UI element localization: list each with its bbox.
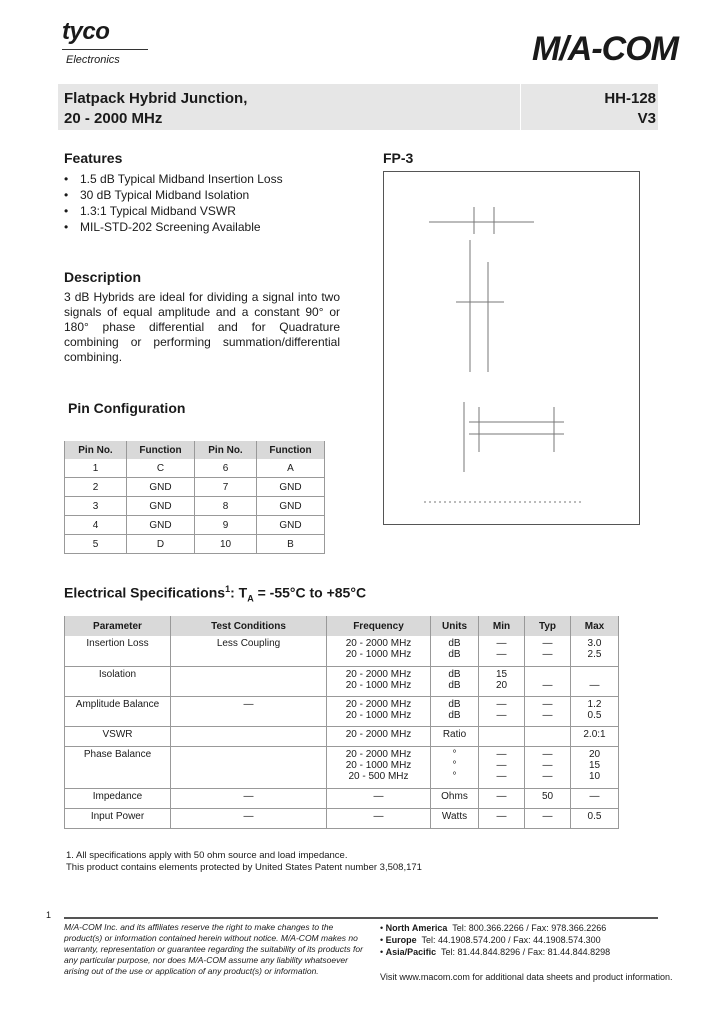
table-cell: [571, 636, 619, 666]
spec-notes: [66, 850, 422, 874]
cell-line: dB: [448, 679, 461, 691]
table-cell: —: [571, 788, 619, 808]
table-cell: GND: [257, 497, 325, 516]
features-heading: Features: [64, 150, 123, 166]
column-header: Max: [571, 616, 619, 636]
features-list: [64, 171, 283, 235]
cell-line: —: [496, 638, 507, 649]
contact-line: • Asia/Pacific Tel: 81.44.844.8296 / Fax: 81.44.844.8298: [380, 947, 611, 957]
cell-line: —: [542, 759, 553, 771]
footer-contacts: [380, 922, 610, 958]
cell-line: —: [589, 679, 600, 691]
cell-line: —: [542, 679, 553, 691]
cell-line: 0.5: [587, 709, 602, 721]
footnote-marker: 1: [225, 584, 231, 594]
table-cell: [479, 696, 525, 726]
heading-sub: A: [247, 593, 254, 604]
contact-info: Tel: 800.366.2266 / Fax: 978.366.2266: [452, 923, 607, 933]
table-cell: 20 - 2000 MHz: [327, 726, 431, 746]
table-cell: 10: [195, 535, 257, 554]
table-cell: GND: [257, 478, 325, 497]
table-cell: [327, 636, 431, 666]
table-row: [65, 636, 619, 666]
cell-line: 15: [495, 668, 508, 680]
heading-ta: : T: [230, 584, 248, 601]
footer-visit: Visit www.macom.com for additional data sheets and product information.: [380, 972, 673, 982]
spec-table-header: [65, 616, 619, 636]
table-cell: Amplitude Balance: [65, 696, 171, 726]
table-cell: [431, 746, 479, 788]
pin-config-table-wrap: [64, 441, 325, 554]
table-cell: [571, 746, 619, 788]
cell-line: —: [542, 698, 553, 710]
cell-line: 20 - 1000 MHz: [345, 649, 412, 660]
column-header: Frequency: [327, 616, 431, 636]
cell-line: 20 - 2000 MHz: [345, 638, 412, 649]
table-cell: D: [127, 535, 195, 554]
table-cell: [525, 666, 571, 696]
cell-line: 20 - 1000 MHz: [345, 679, 412, 691]
table-cell: [431, 636, 479, 666]
column-header: Typ: [525, 616, 571, 636]
electrical-spec-table: [64, 616, 619, 829]
cell-line: 20 - 1000 MHz: [345, 709, 412, 721]
cell-line: °: [452, 748, 457, 760]
table-cell: [479, 746, 525, 788]
table-cell: —: [327, 788, 431, 808]
product-title: Flatpack Hybrid Junction,: [64, 90, 248, 107]
feature-item: • MIL-STD-202 Screening Available: [64, 219, 283, 235]
column-header: Function: [257, 441, 325, 459]
cell-line: 20: [588, 748, 601, 760]
table-cell: Input Power: [65, 808, 171, 828]
cell-line: —: [496, 709, 507, 721]
table-cell: —: [171, 808, 327, 828]
table-row: [65, 478, 325, 497]
table-cell: [479, 666, 525, 696]
cell-line: °: [452, 770, 457, 782]
package-outline-drawing: [383, 171, 640, 525]
title-divider: [520, 84, 521, 130]
table-cell: 9: [195, 516, 257, 535]
table-cell: C: [127, 459, 195, 478]
table-cell: Less Coupling: [171, 636, 327, 666]
cell-line: 20: [495, 679, 508, 691]
pin-config-heading: Pin Configuration: [68, 400, 186, 416]
column-header: Pin No.: [65, 441, 127, 459]
cell-line: 3.0: [587, 638, 602, 649]
cell-line: 20 - 2000 MHz: [345, 698, 412, 710]
contact-info: Tel: 81.44.844.8296 / Fax: 81.44.844.8298: [441, 947, 611, 957]
cell-line: 20 - 1000 MHz: [345, 759, 412, 771]
column-header: Pin No.: [195, 441, 257, 459]
table-row: [65, 459, 325, 478]
table-cell: GND: [257, 516, 325, 535]
outline-drawing-svg: [384, 172, 639, 524]
table-cell: 50: [525, 788, 571, 808]
table-cell: —: [327, 808, 431, 828]
table-row: [65, 726, 619, 746]
table-cell: 8: [195, 497, 257, 516]
table-cell: [327, 666, 431, 696]
table-cell: [171, 666, 327, 696]
cell-line: 20 - 500 MHz: [348, 770, 409, 782]
column-header: Parameter: [65, 616, 171, 636]
table-cell: VSWR: [65, 726, 171, 746]
product-frequency: 20 - 2000 MHz: [64, 110, 163, 127]
table-cell: 2.0:1: [571, 726, 619, 746]
cell-line: dB: [448, 668, 461, 680]
table-row: [65, 516, 325, 535]
pin-config-table: [64, 441, 325, 554]
table-cell: [571, 696, 619, 726]
table-cell: 5: [65, 535, 127, 554]
table-cell: Ohms: [431, 788, 479, 808]
column-header: Function: [127, 441, 195, 459]
cell-line: 20 - 2000 MHz: [345, 668, 412, 680]
table-cell: GND: [127, 516, 195, 535]
cell-line: 2.5: [587, 649, 602, 660]
table-row: [65, 497, 325, 516]
pin-table-header: [65, 441, 325, 459]
table-cell: [525, 636, 571, 666]
table-cell: 4: [65, 516, 127, 535]
table-cell: —: [479, 788, 525, 808]
heading-range: = -55°C to +85°C: [253, 584, 367, 601]
feature-item: • 1.5 dB Typical Midband Insertion Loss: [64, 171, 283, 187]
electrical-spec-table-wrap: [64, 616, 619, 829]
contact-region: North America: [385, 923, 448, 933]
description-text: 3 dB Hybrids are ideal for dividing a signal into two signals of equal amplitude and a constant 90° or 180° phase differential and for Quadrature combining or performing summation/differential combining.: [64, 290, 340, 364]
table-cell: —: [171, 788, 327, 808]
table-cell: [171, 746, 327, 788]
table-row: [65, 808, 619, 828]
table-cell: —: [525, 808, 571, 828]
package-heading: FP-3: [383, 150, 414, 166]
table-row: [65, 746, 619, 788]
table-cell: —: [171, 696, 327, 726]
table-cell: Ratio: [431, 726, 479, 746]
cell-line: dB: [448, 638, 461, 649]
footer-disclaimer: M/A-COM Inc. and its affiliates reserve the right to make changes to the product(s) or information contained herein without notice. M/A-COM makes no warranty, representation or guarantee regarding the suitability of its products for any particular purpose, nor does M/A-COM assume any liability whatsoever arising out of the use or application of any product(s) or information.: [64, 922, 363, 976]
column-header: Min: [479, 616, 525, 636]
table-cell: 6: [195, 459, 257, 478]
table-cell: Insertion Loss: [65, 636, 171, 666]
table-cell: Impedance: [65, 788, 171, 808]
table-cell: [431, 666, 479, 696]
cell-line: [525, 669, 570, 680]
electrical-spec-heading: [64, 584, 366, 603]
contact-region: Europe: [385, 935, 417, 945]
cell-line: —: [496, 770, 507, 782]
cell-line: 1.2: [587, 698, 602, 710]
macom-logo: M/A-COM: [532, 30, 678, 68]
table-row: [65, 696, 619, 726]
table-cell: [571, 666, 619, 696]
part-number: HH-128: [604, 90, 656, 107]
heading-text: Electrical Specifications: [64, 584, 226, 601]
note-line: This product contains elements protected by United States Patent number 3,508,171: [66, 862, 422, 873]
table-cell: Isolation: [65, 666, 171, 696]
tyco-logo-subtitle: Electronics: [66, 54, 120, 66]
table-cell: —: [479, 808, 525, 828]
table-cell: 3: [65, 497, 127, 516]
cell-line: —: [542, 649, 553, 660]
cell-line: —: [496, 748, 507, 760]
cell-line: —: [542, 748, 553, 760]
table-cell: 0.5: [571, 808, 619, 828]
tyco-logo-rule: [62, 49, 148, 50]
note-line: 1. All specifications apply with 50 ohm source and load impedance.: [66, 850, 348, 861]
cell-line: —: [496, 649, 507, 660]
table-cell: [171, 726, 327, 746]
cell-line: —: [542, 638, 553, 649]
table-cell: 7: [195, 478, 257, 497]
cell-line: dB: [448, 649, 461, 660]
cell-line: dB: [448, 709, 461, 721]
cell-line: °: [452, 759, 457, 771]
table-cell: 2: [65, 478, 127, 497]
cell-line: [571, 669, 618, 680]
cell-line: dB: [448, 698, 461, 710]
table-cell: [327, 746, 431, 788]
cell-line: —: [542, 770, 553, 782]
table-cell: [327, 696, 431, 726]
table-cell: 1: [65, 459, 127, 478]
table-cell: [525, 746, 571, 788]
description-heading: Description: [64, 269, 142, 285]
footer-rule: [64, 917, 658, 919]
feature-item: • 30 dB Typical Midband Isolation: [64, 187, 283, 203]
table-cell: A: [257, 459, 325, 478]
table-cell: [479, 636, 525, 666]
contact-info: Tel: 44.1908.574.200 / Fax: 44.1908.574.300: [421, 935, 601, 945]
table-cell: [431, 696, 479, 726]
table-row: [65, 788, 619, 808]
table-row: [65, 666, 619, 696]
table-cell: [479, 726, 525, 746]
cell-line: 15: [588, 759, 601, 771]
cell-line: —: [542, 709, 553, 721]
contact-region: Asia/Pacific: [385, 947, 437, 957]
column-header: Test Conditions: [171, 616, 327, 636]
page-number: 1: [46, 910, 52, 920]
table-cell: GND: [127, 478, 195, 497]
table-cell: [525, 726, 571, 746]
table-cell: GND: [127, 497, 195, 516]
cell-line: —: [496, 759, 507, 771]
contact-line: • Europe Tel: 44.1908.574.200 / Fax: 44.1908.574.300: [380, 935, 601, 945]
column-header: Units: [431, 616, 479, 636]
table-row: [65, 535, 325, 554]
cell-line: 10: [588, 770, 601, 782]
cell-line: —: [496, 698, 507, 710]
table-cell: B: [257, 535, 325, 554]
tyco-logo: tyco: [62, 18, 110, 45]
table-cell: Phase Balance: [65, 746, 171, 788]
table-cell: Watts: [431, 808, 479, 828]
cell-line: 20 - 2000 MHz: [345, 748, 412, 760]
table-cell: [525, 696, 571, 726]
revision: V3: [637, 110, 656, 127]
feature-item: • 1.3:1 Typical Midband VSWR: [64, 203, 283, 219]
contact-line: • North America Tel: 800.366.2266 / Fax: 978.366.2266: [380, 923, 607, 933]
